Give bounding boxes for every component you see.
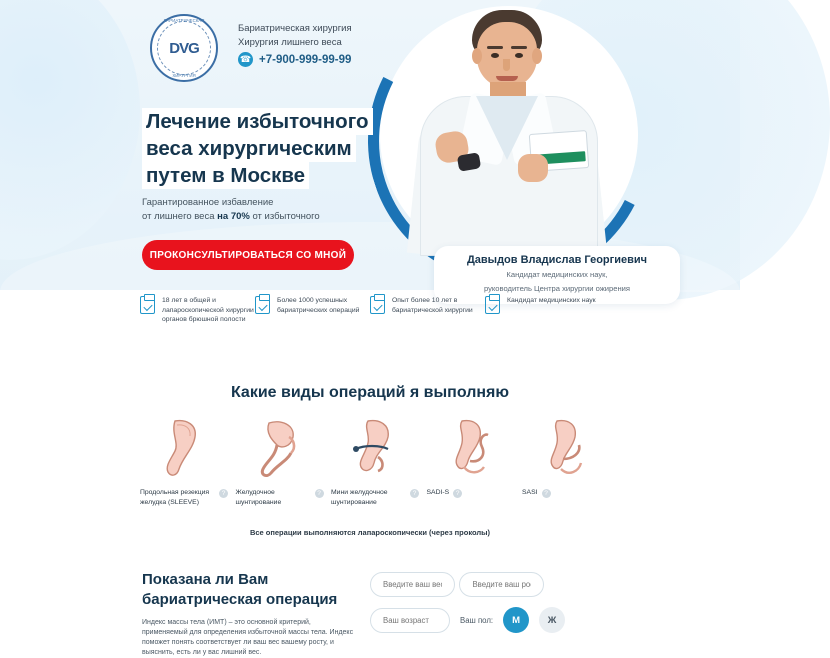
hero-subtitle-bold: на 70%	[217, 211, 250, 222]
age-input[interactable]	[370, 608, 450, 633]
height-input[interactable]	[459, 572, 544, 597]
logo-ring-top: БАРИАТРИЧЕСКАЯ	[163, 18, 205, 23]
feature-item	[140, 296, 255, 356]
header-phone[interactable]	[238, 52, 351, 67]
hero-subtitle	[142, 196, 372, 224]
feature-item	[255, 296, 370, 356]
hero-title-line-3: путем в Москве	[142, 162, 309, 189]
doctor-role-2: руководитель Центра хирургии ожирения	[483, 284, 631, 293]
operation-caption: Продольная резекция желудка (SLEEVE)	[140, 489, 210, 506]
operation-caption: SADI-S	[426, 489, 450, 496]
feature-text: 18 лет в общей и лапароскопической хирургии органов брюшной полости	[162, 297, 254, 323]
help-icon[interactable]: ?	[219, 489, 228, 498]
operation-caption: Желудочное шунтирование	[235, 489, 282, 506]
operation-caption-wrap	[522, 488, 610, 498]
feature-item	[370, 296, 485, 356]
operation-card[interactable]	[522, 414, 610, 507]
decorative-blob-left	[0, 0, 140, 260]
operation-card[interactable]	[331, 414, 419, 507]
stomach-sadis-icon	[427, 414, 515, 482]
operation-caption-wrap	[331, 488, 419, 507]
operation-caption-wrap	[140, 488, 228, 507]
phone-icon: ☎	[238, 52, 253, 67]
hero-subtitle-line-1: Гарантированное избавление	[142, 197, 274, 208]
bmi-section	[0, 558, 740, 656]
stomach-mini-bypass-icon	[331, 414, 419, 482]
clipboard-check-icon	[140, 296, 155, 314]
feature-text: Опыт более 10 лет в бариатрической хирургии	[392, 297, 473, 314]
bmi-row-2	[370, 607, 610, 633]
operation-card[interactable]	[427, 414, 515, 507]
operation-caption: SASI	[522, 489, 538, 496]
hero-title-line-2: веса хирургическим	[142, 135, 356, 162]
site-logo[interactable]	[150, 14, 218, 82]
operation-caption-wrap	[236, 488, 324, 507]
hero-subtitle-line-2	[142, 210, 372, 224]
header-taglines	[238, 22, 352, 50]
stomach-sasi-icon	[522, 414, 610, 482]
tagline-2: Хирургия лишнего веса	[238, 37, 342, 48]
doctor-role-1: Кандидат медицинских наук,	[506, 270, 608, 279]
help-icon[interactable]: ?	[453, 489, 462, 498]
doctor-photo	[368, 0, 668, 250]
hero-title	[142, 108, 392, 189]
clipboard-check-icon	[485, 296, 500, 314]
logo-ring-bottom: ХИРУРГИЯ	[172, 73, 196, 78]
stomach-sleeve-icon	[140, 414, 228, 482]
hero-section	[0, 0, 740, 293]
hero-subtitle-pre: от лишнего веса	[142, 211, 218, 222]
feature-text: Более 1000 успешных бариатрических операций	[277, 297, 360, 314]
operation-caption: Мини желудочное шунтирование	[331, 489, 388, 506]
sex-label: Ваш пол:	[460, 615, 494, 625]
logo-monogram: DVG	[157, 21, 211, 75]
feature-text: Кандидат медицинских наук	[507, 297, 596, 304]
phone-number[interactable]: +7-900-999-99-99	[259, 53, 352, 66]
help-icon[interactable]: ?	[315, 489, 324, 498]
doctor-name: Давыдов Владислав Георгиевич	[466, 254, 648, 266]
operations-note: Все операции выполняются лапароскопически (через проколы)	[249, 528, 491, 537]
operation-caption-wrap	[427, 488, 515, 498]
features-row	[0, 296, 740, 356]
bmi-title-line-2: бариатрическая операция	[142, 591, 338, 608]
bmi-description: Индекс массы тела (ИМТ) – это основной критерий, применяемый для определения избыточной массы тела. Индекс поможет понять соответствует ли ваш вес вашему росту, и выяснить, есть ли у вас лишний вес.	[142, 619, 354, 656]
hero-title-line-1: Лечение избыточного	[142, 108, 373, 135]
operation-card[interactable]	[236, 414, 324, 507]
clipboard-check-icon	[370, 296, 385, 314]
operation-card[interactable]	[140, 414, 228, 507]
bmi-row-1	[370, 572, 610, 597]
clipboard-check-icon	[255, 296, 270, 314]
bmi-title	[142, 570, 352, 610]
help-icon[interactable]: ?	[542, 489, 551, 498]
weight-input[interactable]	[370, 572, 455, 597]
tagline-1: Бариатрическая хирургия	[238, 23, 352, 34]
stomach-bypass-icon	[236, 414, 324, 482]
doctor-figure	[414, 4, 604, 250]
hero-subtitle-post: от избыточного	[249, 211, 320, 222]
sex-male-button[interactable]: М	[503, 607, 529, 633]
operations-row	[140, 414, 610, 507]
operations-title: Какие виды операций я выполняю	[230, 384, 510, 401]
consult-cta-button[interactable]: ПРОКОНСУЛЬТИРОВАТЬСЯ СО МНОЙ	[142, 240, 354, 270]
bmi-form	[370, 572, 610, 633]
feature-item	[485, 296, 600, 356]
sex-female-button[interactable]: Ж	[539, 607, 565, 633]
help-icon[interactable]: ?	[410, 489, 419, 498]
bmi-title-line-1: Показана ли Вам	[142, 571, 269, 588]
